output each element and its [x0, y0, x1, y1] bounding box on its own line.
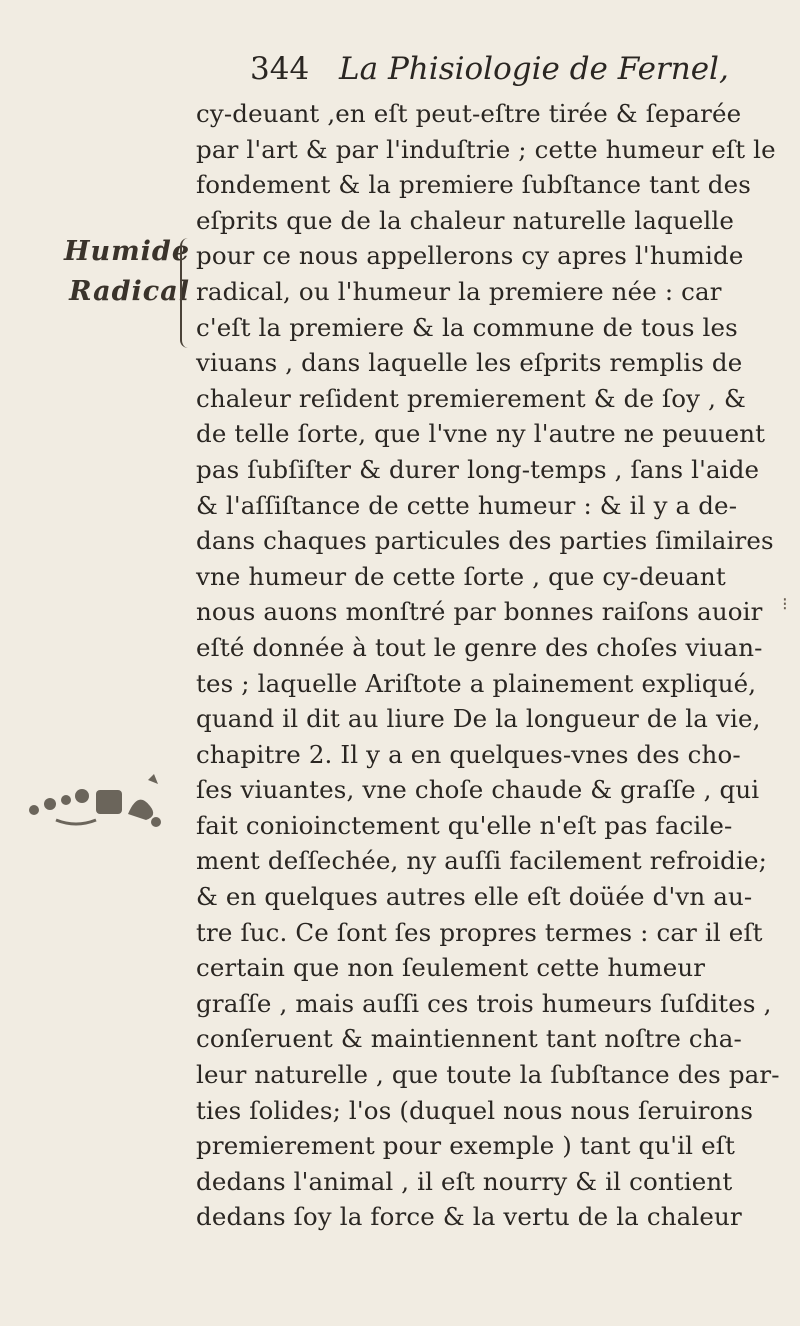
text-line: chapitre 2. Il y a en quelques-vnes des cho-: [196, 739, 741, 769]
margin-note: [4, 232, 190, 312]
margin-ornament-icon: [20, 770, 180, 840]
text-line: eſté donnée à tout le genre des choſes viuan-: [196, 632, 763, 662]
margin-bracket: [180, 238, 194, 348]
text-line: quand il dit au liure De la longueur de la vie,: [196, 704, 761, 734]
text-line: radical, ou l'humeur la premiere née : car: [196, 276, 722, 306]
text-line: fait conioinctement qu'elle n'eſt pas facile-: [196, 810, 733, 840]
text-line: ties ſolides; l'os (duquel nous nous ſeruirons: [196, 1095, 754, 1125]
text-line: viuans , dans laquelle les eſprits remplis de: [196, 348, 743, 378]
text-line: fondement & la premiere ſubſtance tant des: [196, 170, 751, 200]
running-title: La Phisiologie de Fernel,: [339, 51, 729, 87]
text-line: eſprits que de la chaleur naturelle laquelle: [196, 205, 735, 235]
text-line: premierement pour exemple ) tant qu'il eſt: [196, 1131, 735, 1161]
text-line: vne humeur de cette ſorte , que cy-deuant: [196, 561, 726, 591]
text-line: nous auons monſtré par bonnes raiſons auoir: [196, 597, 763, 627]
text-line: c'eſt la premiere & la commune de tous les: [196, 312, 738, 342]
text-line: dedans ſoy la force & la vertu de la chaleur: [196, 1202, 742, 1232]
edge-mark-icon: ⁝: [782, 594, 788, 615]
text-line: dedans l'animal , il eſt nourry & il contient: [196, 1166, 733, 1196]
text-line: par l'art & par l'induſtrie ; cette humeur eſt le: [196, 134, 776, 164]
text-line: tes ; laquelle Ariſtote a plainement expliqué,: [196, 668, 757, 698]
text-line: graſſe , mais auſſi ces trois humeurs ſuſdites ,: [196, 988, 772, 1018]
text-line: dans chaques particules des parties ſimilaires: [196, 526, 774, 556]
text-line: leur naturelle , que toute la ſubſtance des par-: [196, 1060, 780, 1090]
text-line: tre ſuc. Ce ſont ſes propres termes : car il eſt: [196, 917, 763, 947]
text-line: & en quelques autres elle eſt doüée d'vn au-: [196, 882, 753, 912]
text-line: pour ce nous appellerons cy apres l'humide: [196, 241, 744, 271]
page-number: 344: [250, 51, 310, 87]
text-line: cy-deuant ,en eſt peut-eſtre tirée & ſeparée: [196, 99, 742, 128]
text-line: certain que non ſeulement cette humeur: [196, 953, 706, 983]
text-line: ment deſſechée, ny auſſi facilement refroidie;: [196, 846, 768, 876]
text-line: de telle ſorte, que l'vne ny l'autre ne peuuent: [196, 419, 766, 449]
text-line: ſes viuantes, vne choſe chaude & graſſe , qui: [196, 775, 760, 805]
text-line: & l'aſſiſtance de cette humeur : & il y a de-: [196, 490, 738, 520]
margin-note-line: Humide: [63, 236, 190, 267]
body-text: [196, 96, 780, 1235]
running-header: [250, 46, 730, 92]
text-line: chaleur reſident premierement & de ſoy , &: [196, 383, 746, 413]
margin-note-line: Radical: [69, 276, 190, 307]
text-line: pas ſubſiſter & durer long-temps , ſans l'aide: [196, 454, 760, 484]
text-line: conſeruent & maintiennent tant noſtre cha-: [196, 1024, 742, 1054]
